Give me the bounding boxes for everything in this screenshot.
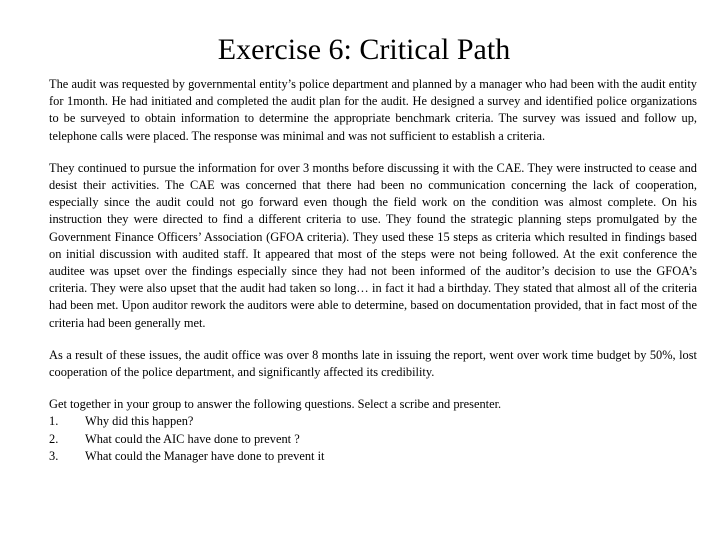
- question-text: What could the AIC have done to prevent ?: [85, 431, 300, 446]
- question-text: What could the Manager have done to prevent it: [85, 448, 325, 463]
- paragraph-consequences: As a result of these issues, the audit office was over 8 months late in issuing the report, went over work time budget by 50%, lost cooperation of the police department, and significantly affected its credibility.: [49, 347, 697, 380]
- question-text: Why did this happen?: [85, 414, 194, 429]
- question-item: [49, 448, 697, 465]
- paragraph-audit-request: The audit was requested by governmental entity’s police department and planned by a manager who had been with the audit entity for 1month. He had initiated and completed the audit plan for the audit. He designed a survey and identified police organizations to be surveyed to obtain information to determine the appropriate benchmark criteria. The survey was issued and follow up, telephone calls were placed. The response was minimal and was not sufficient to establish a criteria.: [49, 77, 697, 143]
- question-list: [49, 413, 697, 465]
- paragraph-spacer: [49, 332, 697, 347]
- page-title: Exercise 6: Critical Path: [217, 33, 511, 66]
- question-item: [49, 431, 697, 448]
- question-number: 2.: [49, 431, 59, 446]
- paragraph-spacer: [49, 145, 697, 160]
- group-instructions: Get together in your group to answer the following questions. Select a scribe and presenter.: [49, 397, 502, 412]
- paragraph-spacer: [49, 381, 697, 396]
- document-body: [49, 76, 697, 465]
- question-number: 1.: [49, 414, 59, 429]
- paragraph-criteria-pursuit: They continued to pursue the information for over 3 months before discussing it with the CAE. They were instructed to cease and desist their activities. The CAE was concerned that there had been no communication concerning the lack of cooperation, especially since the audit could not go forward even though the field work on the condition was almost complete. On his instruction they were directed to find a different criteria to use. They found the strategic planning steps promulgated by the Government Finance Officers’ Association (GFOA criteria). They used these 15 steps as criteria which resulted in findings based on initial discussion with audited staff. It appeared that most of the steps were not being followed. At the exit conference the auditee was upset over the findings especially since they had not been informed of the auditor’s decision to use the GFOA’s criteria. They were also upset that the audit had taken so long… in fact it had a birthday. They stated that almost all of the criteria had been met. Upon auditor rework the auditors were able to determine, based on documentation provided, that in fact most of the criteria had been generally met.: [49, 160, 697, 330]
- question-item: [49, 413, 697, 430]
- question-number: 3.: [49, 448, 59, 463]
